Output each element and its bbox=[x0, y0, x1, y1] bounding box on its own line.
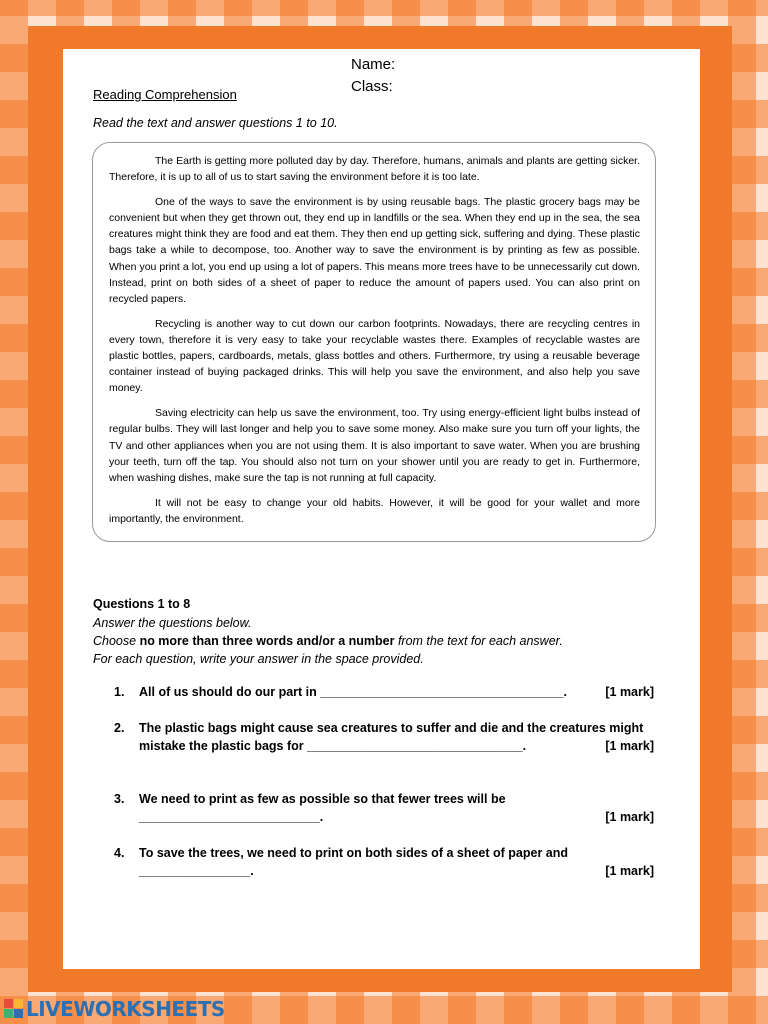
passage-paragraph: Recycling is another way to cut down our carbon footprints. Nowadays, there are recycling centres in every town, therefore it is very easy to take your recyclable wastes there. Examples of recyclable wastes are plastic bottles, papers, cardboards, metals, glass bottles and others. Furthermore, try using a reusable beverage container instead of buying packaged drinks. This will help you save the environment, and also help you save money. bbox=[109, 317, 640, 395]
question-mark: [1 mark] bbox=[605, 685, 654, 699]
student-fields bbox=[351, 54, 395, 98]
question-item[interactable] bbox=[114, 790, 654, 828]
passage-paragraph: Saving electricity can help us save the environment, too. Try using energy-efficient light bulbs instead of regular bulbs. They will last longer and help you to save some money. Also make sure you turn off your lights, the TV and other appliances when you are not using them. It is also important to save water. When you are brushing your teeth, turn off the tap. You should also not turn on your shower until you are ready to get in. Furthermore, when washing dishes, make sure the tap is not running at full capacity. bbox=[109, 407, 640, 484]
question-text: To save the trees, we need to print on both sides of a sheet of paper and ________________. bbox=[139, 846, 569, 878]
questions-heading: Questions 1 to 8 bbox=[93, 597, 191, 611]
question-mark: [1 mark] bbox=[605, 739, 654, 753]
instruction-emphasis: no more than three words and/or a number bbox=[139, 634, 395, 648]
questions-instruction-line: Answer the questions below. bbox=[93, 616, 252, 630]
instruction-text: from the text for each answer. bbox=[394, 634, 563, 648]
passage-paragraph: It will not be easy to change your old habits. However, it will be good for your wallet and more importantly, the environment. bbox=[109, 496, 640, 525]
question-text: The plastic bags might cause sea creatures to suffer and die and the creatures might mistake the plastic bags for _______________________________. bbox=[139, 721, 644, 753]
liveworksheets-logo-icon bbox=[4, 999, 24, 1019]
logo-text: LIVEWORKSHEETS bbox=[26, 997, 225, 1021]
question-item[interactable] bbox=[114, 683, 654, 703]
worksheet-title: Reading Comprehension bbox=[93, 87, 237, 102]
reading-passage bbox=[92, 142, 656, 542]
question-text: We need to print as few as possible so that fewer trees will be __________________________. bbox=[139, 792, 506, 824]
question-number: 4. bbox=[114, 846, 125, 860]
question-item[interactable] bbox=[114, 719, 654, 757]
question-number: 3. bbox=[114, 792, 125, 806]
questions-instruction-line: For each question, write your answer in the space provided. bbox=[93, 652, 424, 666]
liveworksheets-logo[interactable] bbox=[4, 997, 225, 1021]
question-mark: [1 mark] bbox=[605, 864, 654, 878]
reading-instruction: Read the text and answer questions 1 to 10. bbox=[93, 116, 338, 130]
instruction-text: Choose bbox=[93, 634, 140, 648]
question-mark: [1 mark] bbox=[605, 810, 654, 824]
worksheet-page bbox=[63, 49, 700, 969]
name-label: Name: bbox=[351, 56, 396, 73]
passage-paragraph: One of the ways to save the environment is by using reusable bags. The plastic grocery bags may be convenient but when they get thrown out, they end up in landfills or the sea. When they end up in the sea, the sea creatures might think they are food and eat them. They then end up getting sick, suffering and dying. These plastic bags take a while to decompose, too. Another way to save the environment is by printing as few as possible. When you print a lot, you end up using a lot of papers. This means more trees have to be unnecessarily cut down. Instead, print on both sides of a sheet of paper to reduce the amount of papers used. You can also print on recycled papers. bbox=[109, 196, 640, 305]
question-item[interactable] bbox=[114, 844, 654, 882]
passage-paragraph: The Earth is getting more polluted day by day. Therefore, humans, animals and plants are getting sicker. Therefore, it is up to all of us to start saving the environment before it is too late. bbox=[109, 155, 640, 184]
questions-instruction-line bbox=[93, 632, 683, 650]
question-number: 1. bbox=[114, 685, 125, 699]
question-number: 2. bbox=[114, 721, 125, 735]
question-text: All of us should do our part in ___________________________________. bbox=[139, 685, 568, 699]
class-label: Class: bbox=[351, 78, 393, 95]
questions-instructions bbox=[93, 614, 683, 668]
